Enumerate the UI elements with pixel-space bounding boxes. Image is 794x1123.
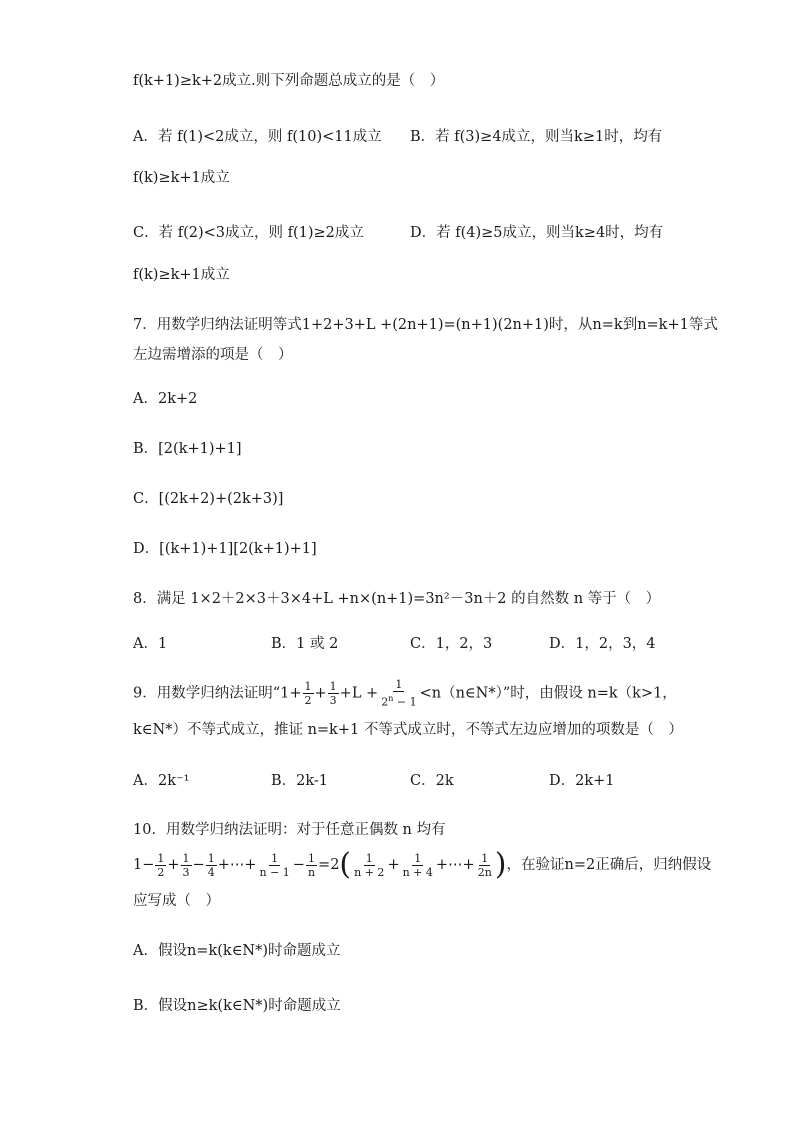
q10-stem-tail: ，在验证n=2正确后，归纳假设 <box>506 857 712 873</box>
q7-stem: 7．用数学归纳法证明等式1+2+3+L +(2n+1)=(n+1)(2n+1)时，从n=k到n=k+1等式 <box>133 317 718 333</box>
fraction-1-2: $\frac{1}{2}$ <box>304 679 312 707</box>
q10-formula-line: 1− $\frac{1}{2}$ + $\frac{1}{3}$ − $\frac{1}{4}$ +⋯+ $\frac{1}{n - 1}$ − $\frac{1}{n}$ =2( $\frac{1}{n + 2}$ + $\frac{1}{n + 4}$ +⋯+ $\frac{1}{2n}$ )，在验证n=2正确后，归纳假设 <box>133 847 712 882</box>
q9-stem-cont: k∈N*）不等式成立，推证 n=k+1 不等式成立时，不等式左边应增加的项数是（ ） <box>133 722 683 738</box>
q7-option-b[interactable]: B．[2(k+1)+1] <box>133 441 242 457</box>
q9-stem-middle: +L + <box>339 685 379 702</box>
q10-stem-cont: 应写成（ ） <box>133 893 220 909</box>
q9-option-c[interactable]: C．2k <box>410 773 454 789</box>
q6-option-b[interactable]: B．若 f(3)≥4成立，则当k≥1时，均有 <box>410 129 663 145</box>
q7-option-a[interactable]: A．2k+2 <box>133 391 198 407</box>
q7-stem-cont: 左边需增添的项是（ ） <box>133 347 293 363</box>
q10-option-a[interactable]: A．假设n=k(k∈N*)时命题成立 <box>133 943 341 959</box>
q9-option-d[interactable]: D．2k+1 <box>549 773 615 789</box>
q6-option-a[interactable]: A．若 f(1)<2成立，则 f(10)<11成立 <box>133 129 382 145</box>
q6-stem-tail: f(k+1)≥k+2成立.则下列命题总成立的是（ ） <box>133 73 445 89</box>
q6-option-b-cont: f(k)≥k+1成立 <box>133 170 230 186</box>
q8-option-b[interactable]: B．1 或 2 <box>271 636 339 652</box>
q9-option-b[interactable]: B．2k-1 <box>271 773 329 789</box>
q7-option-c[interactable]: C．[(2k+2)+(2k+3)] <box>133 491 284 507</box>
q7-option-d[interactable]: D．[(k+1)+1][2(k+1)+1] <box>133 541 317 557</box>
q9-option-a[interactable]: A．2k⁻¹ <box>133 773 190 789</box>
q9-stem: 9．用数学归纳法证明“1+ $\frac{1}{2}$ + $\frac{1}{3}$ +L + $\frac{1}{2^n - 1}$ <n（n∈N*）”时，由假设 n=k（k>1， <box>133 678 677 709</box>
q8-option-a[interactable]: A．1 <box>133 636 168 652</box>
q8-stem: 8．满足 1×2＋2×3＋3×4+L +n×(n+1)=3n²－3n＋2 的自然数 n 等于（ ） <box>133 591 661 607</box>
q9-stem-end: <n（n∈N*）”时，由假设 n=k（k>1， <box>419 685 677 702</box>
q6-option-d[interactable]: D．若 f(4)≥5成立，则当k≥4时，均有 <box>410 225 664 241</box>
q10-option-b[interactable]: B．假设n≥k(k∈N*)时命题成立 <box>133 998 341 1014</box>
fraction-1-3: $\frac{1}{3}$ <box>329 679 337 707</box>
q6-option-c[interactable]: C．若 f(2)<3成立，则 f(1)≥2成立 <box>133 225 364 241</box>
q8-option-d[interactable]: D．1，2，3，4 <box>549 636 656 652</box>
q8-option-c[interactable]: C．1，2，3 <box>410 636 493 652</box>
q10-stem: 10．用数学归纳法证明：对于任意正偶数 n 均有 <box>133 822 446 838</box>
q6-option-d-cont: f(k)≥k+1成立 <box>133 267 230 283</box>
fraction-1-over-2n-minus-1: $\frac{1}{2^n - 1}$ <box>381 678 417 709</box>
q9-stem-start: 9．用数学归纳法证明“1+ <box>133 685 302 702</box>
